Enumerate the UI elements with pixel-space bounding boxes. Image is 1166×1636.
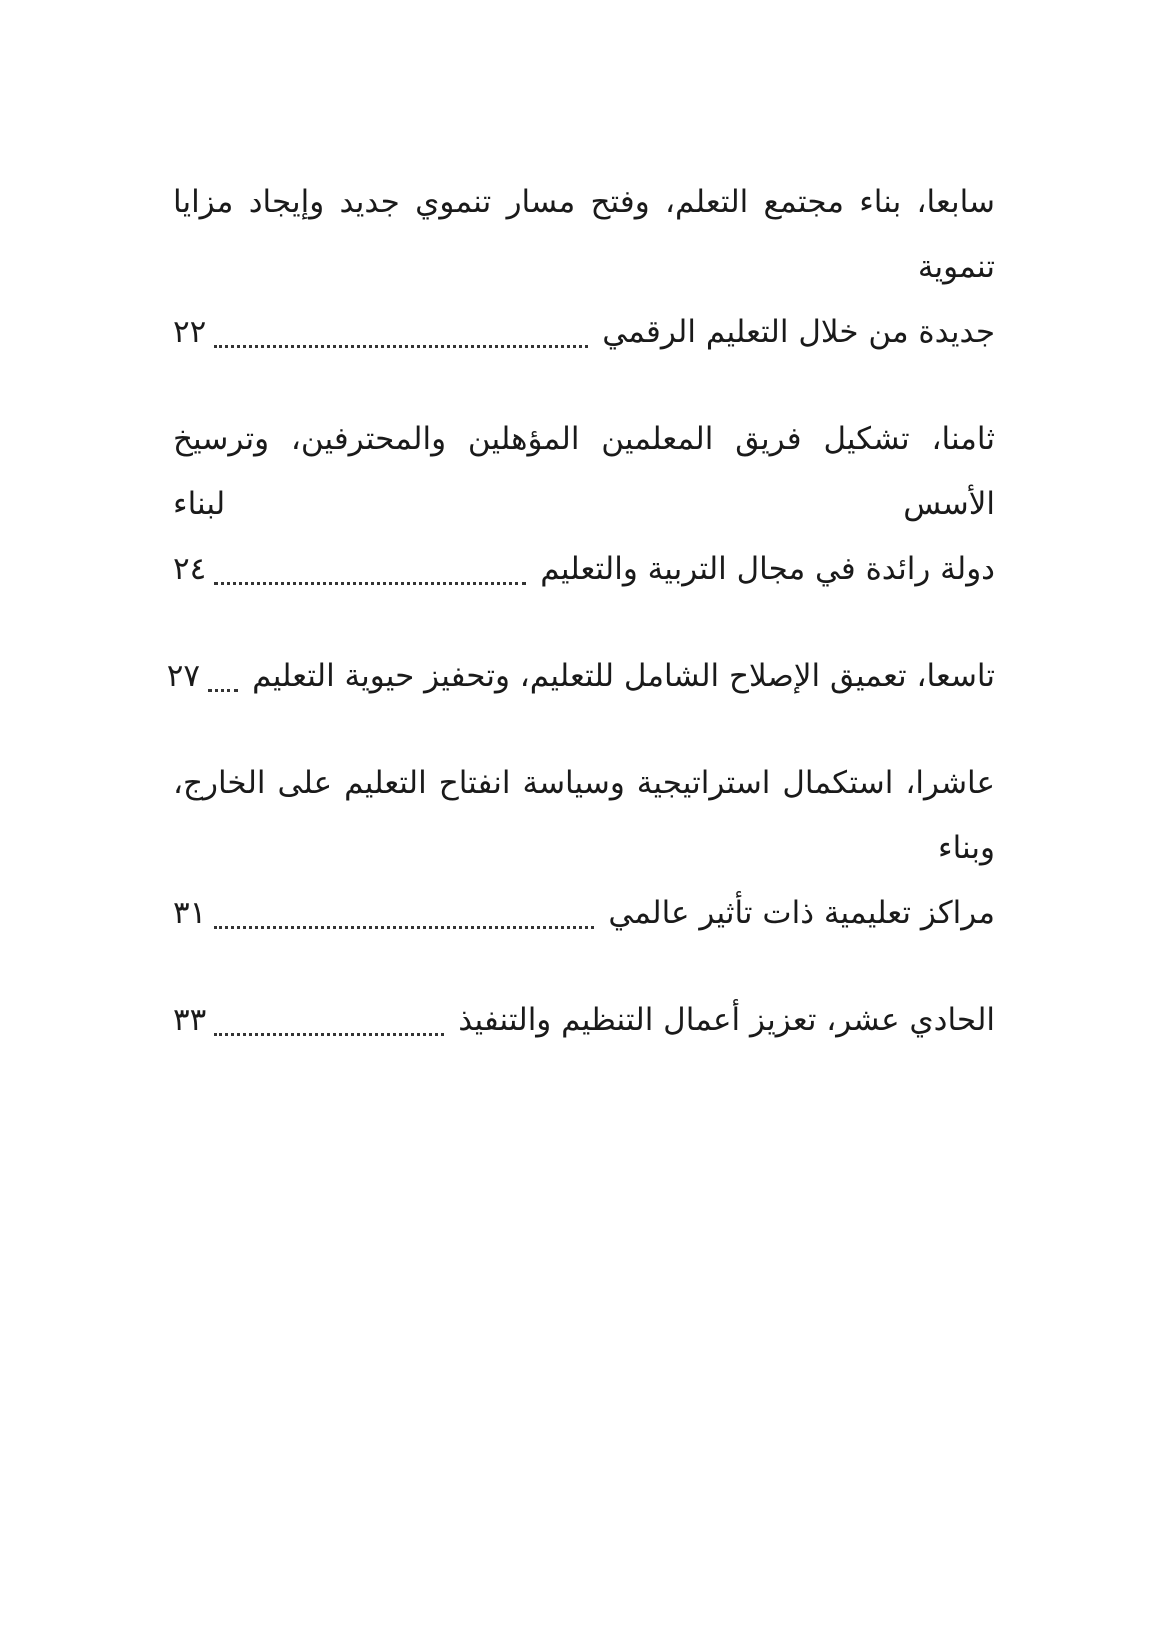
toc-entry-text: دولة رائدة في مجال التربية والتعليم — [540, 551, 995, 587]
toc-entry-final-line — [173, 300, 995, 365]
toc-entry-ninth — [166, 644, 995, 709]
dotted-leader — [214, 1033, 444, 1036]
toc-entry-text: مراكز تعليمية ذات تأثير عالمي — [608, 895, 995, 931]
toc-entry-eighth — [173, 407, 995, 602]
dotted-leader — [208, 689, 238, 692]
toc-entry-text-line: ثامنا، تشكيل فريق المعلمين المؤهلين والمحترفين، وترسيخ الأسس لبناء — [173, 421, 995, 522]
page-number: ٣١ — [173, 895, 207, 931]
page-number: ٣٣ — [173, 1002, 207, 1038]
toc-entry-final-line — [173, 988, 995, 1053]
dotted-leader — [214, 582, 526, 585]
dotted-leader — [214, 926, 594, 929]
toc-entry-text: جديدة من خلال التعليم الرقمي — [602, 314, 995, 350]
toc-entry-text: الحادي عشر، تعزيز أعمال التنظيم والتنفيذ — [458, 1002, 995, 1038]
page-number: ٢٧ — [166, 658, 201, 694]
toc-entry-final-line — [166, 644, 995, 709]
toc-entry-seventh — [173, 170, 995, 365]
table-of-contents — [166, 170, 995, 1053]
page-number: ٢٤ — [173, 551, 207, 587]
toc-entry-text: تاسعا، تعميق الإصلاح الشامل للتعليم، وتحفيز حيوية التعليم — [252, 658, 995, 694]
page-number: ٢٢ — [173, 314, 207, 350]
toc-entry-final-line — [173, 881, 995, 946]
dotted-leader — [214, 345, 588, 348]
toc-entry-eleventh — [173, 988, 995, 1053]
toc-entry-final-line — [173, 537, 995, 602]
toc-entry-tenth — [173, 751, 995, 946]
toc-entry-text-line: عاشرا، استكمال استراتيجية وسياسة انفتاح التعليم على الخارج، وبناء — [173, 765, 995, 866]
toc-entry-text-line: سابعا، بناء مجتمع التعلم، وفتح مسار تنموي جديد وإيجاد مزايا تنموية — [173, 184, 995, 285]
